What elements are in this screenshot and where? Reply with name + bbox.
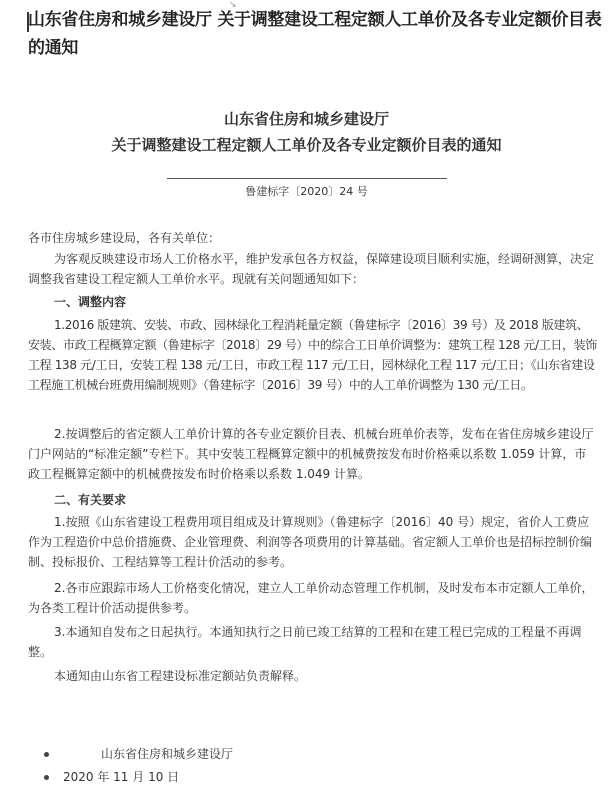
section2-item3: 3.本通知自发布之日起执行。本通知执行之日前已竣工结算的工程和在建工程已完成的工程量不再调整。	[28, 625, 582, 659]
doc-header-title: 关于调整建设工程定额人工单价及各专业定额价目表的通知	[111, 136, 502, 154]
doc-header-org: 山东省住房和城乡建设厅	[223, 110, 389, 128]
signature-date: 2020 年 11 月 10 日	[63, 770, 180, 784]
doc-number: 鲁建标字〔2020〕24 号	[245, 185, 368, 198]
section1-heading: 一、调整内容	[54, 295, 127, 309]
section2-heading: 二、有关要求	[54, 493, 127, 507]
intro-paragraph: 为客观反映建设市场人工价格水平，维护发承包各方权益，保障建设项目顺利实施，经调研测算，决定调整我省建设工程定额人工单价水平。现就有关问题通知如下：	[28, 252, 595, 286]
closing-note: 本通知由山东省工程建设标准定额站负责解释。	[54, 669, 307, 683]
bullet-icon	[44, 775, 49, 780]
bullet-icon	[44, 752, 49, 757]
page-title: 山东省住房和城乡建设厅 关于调整建设工程定额人工单价及各专业定额价目表的通知	[28, 10, 602, 58]
section1-item1: 1.2016 版建筑、安装、市政、园林绿化工程消耗量定额（鲁建标字〔2016〕39 号）及 2018 版建筑、安装、市政工程概算定额（鲁建标字〔2018〕29 号）中的综合工日单价调整为：建筑工程 128 元/工日，装饰工程 138 元/工日，安装工程 138 元/工日，市政工程 117 元/工日，园林绿化工程 117 元/工日；《山东省建设工程施工机械台班费用编制规则》（鲁建标字〔2016〕39 号）中的人工单价调整为 130 元/工日。	[28, 318, 597, 392]
salutation: 各市住房城乡建设局，各有关单位：	[28, 231, 221, 245]
section1-item2: 2.按调整后的省定额人工单价计算的各专业定额价目表、机械台班单价表等，发布在省住房城乡建设厅门户网站的“标准定额”专栏下。其中安装工程概算定额中的机械费按发布时价格乘以系数 1.059 计算，市政工程概算定额中的机械费按发布时价格乘以系数 1.049 计算。	[28, 427, 594, 481]
section2-item2: 2.各市应跟踪市场人工价格变化情况，建立人工单价动态管理工作机制，及时发布本市定额人工单价，为各类工程计价活动提供参考。	[28, 581, 594, 615]
signature-org: 山东省住房和城乡建设厅	[101, 747, 234, 761]
corner-arrow-icon: ↘	[229, 0, 237, 10]
header-divider	[167, 178, 447, 179]
section2-item1: 1.按照《山东省建设工程费用项目组成及计算规则》（鲁建标字〔2016〕40 号）规定，省价人工费应作为工程造价中总价措施费、企业管理费、利润等各项费用的计算基础。省定额人工单价也是招标控制价编制、投标报价、工程结算等工程计价活动的参考。	[28, 515, 593, 569]
